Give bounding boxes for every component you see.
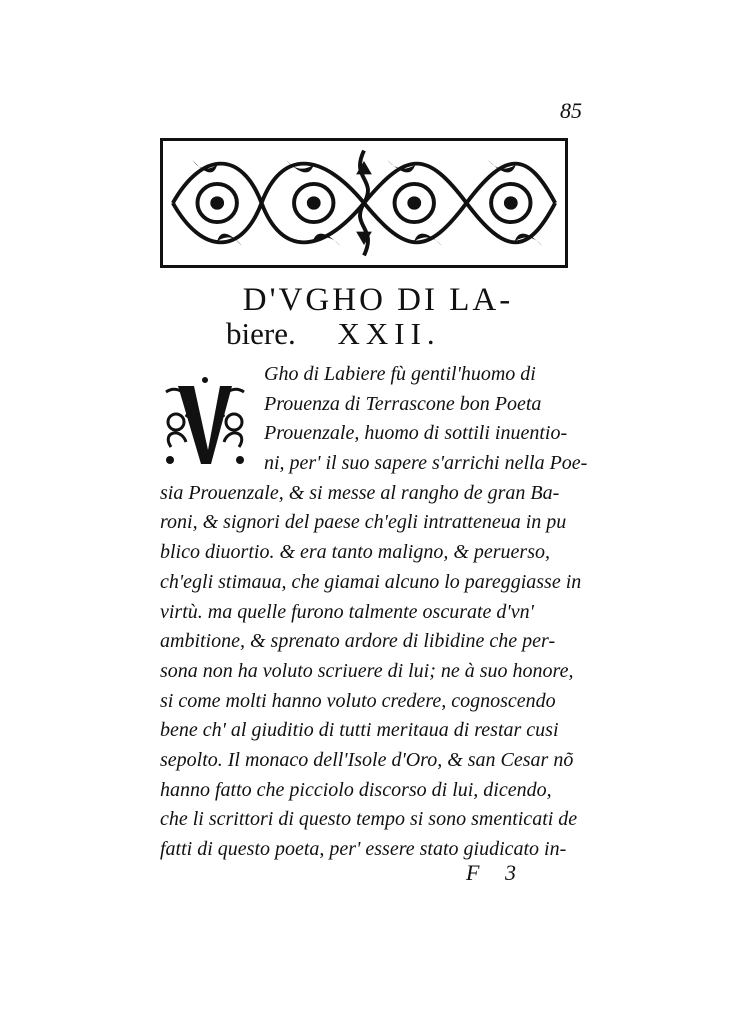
text-line: hanno fatto che picciolo discorso di lui, dicendo, <box>160 778 552 801</box>
text-line: Gho di Labiere fù gentil'huomo di <box>264 363 536 385</box>
signature-mark: F 3 <box>466 860 526 885</box>
text-line: sona non ha voluto scriuere di lui; ne à suo honore, <box>160 659 574 682</box>
text-line: ambitione, & sprenato ardore di libidine che per- <box>160 630 556 653</box>
text-line: roni, & signori del paese ch'egli intratteneua in pu <box>160 511 567 534</box>
text-line: bene ch' al giuditio di tutti meritaua di restar cusi <box>160 719 559 742</box>
body-text <box>160 360 598 865</box>
text-line: sepolto. Il monaco dell'Isole d'Oro, & san Cesar nõ <box>160 748 574 771</box>
chapter-title: D'VGHO DI LA- <box>242 282 514 318</box>
ornamental-headpiece <box>160 138 568 268</box>
chapter-numeral: XXII. <box>337 316 441 351</box>
text-line: virtù. ma quelle furono talmente oscurate d'vn' <box>160 600 534 623</box>
chapter-subtitle <box>226 317 526 351</box>
drop-cap-letter: V <box>204 432 206 433</box>
text-line: blico diuortio. & era tanto maligno, & peruerso, <box>160 541 550 564</box>
text-line: fatti di questo poeta, per' essere stato giudicato in- <box>160 838 567 860</box>
text-line: sia Prouenzale, & si messe al rangho de gran Ba- <box>160 481 560 504</box>
text-line: si come molti hanno voluto credere, cognoscendo <box>160 689 556 712</box>
text-line: ni, per' il suo sapere s'arrichi nella Poe- <box>264 452 588 475</box>
chapter-subtitle-word: biere. <box>226 316 296 351</box>
text-line: che li scrittori di questo tempo si sono smenticati de <box>160 808 578 831</box>
text-line: ch'egli stimaua, che giamai alcuno lo pareggiasse in <box>160 570 582 593</box>
page-number: 85 <box>560 98 582 123</box>
text-line: Prouenzale, huomo di sottili inuentio- <box>264 422 568 445</box>
text-line: Prouenza di Terrascone bon Poeta <box>264 392 542 415</box>
